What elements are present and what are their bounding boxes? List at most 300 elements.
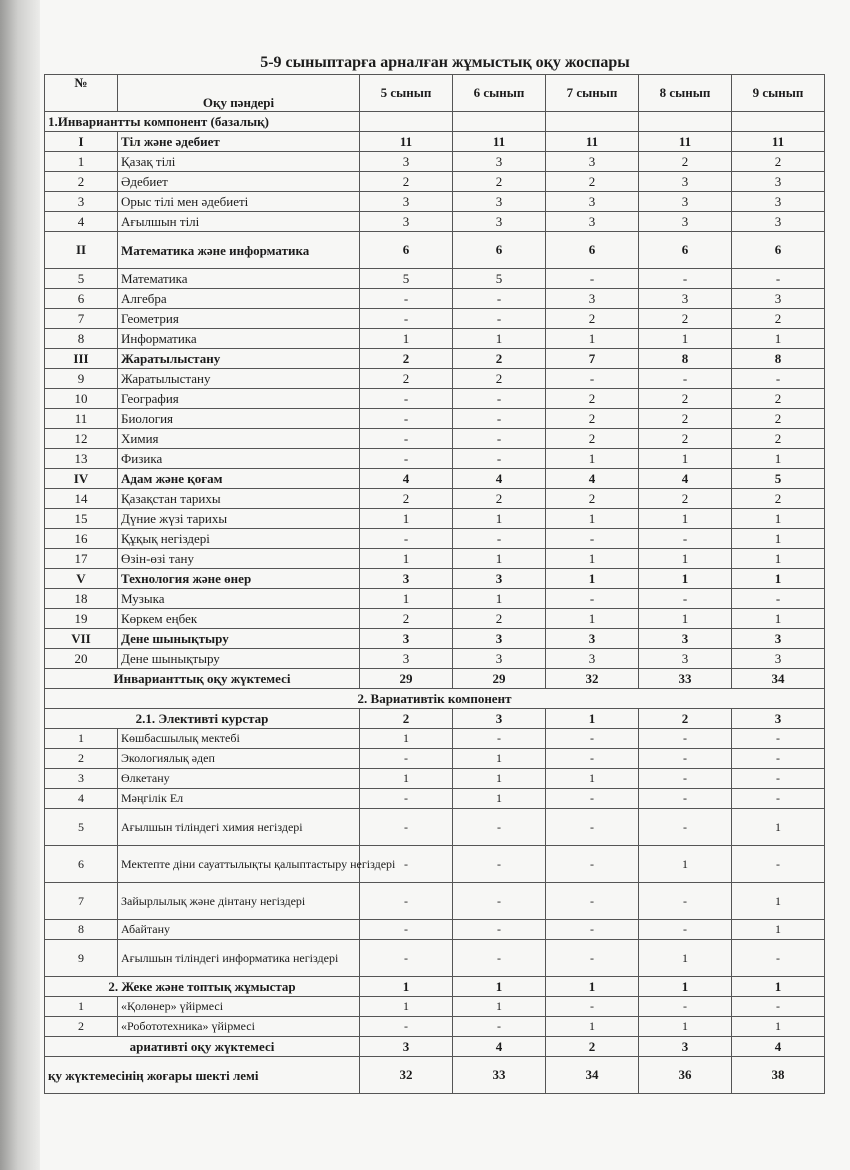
subject-row-value-grade-5: - — [360, 529, 453, 549]
subject-row-name: Алгебра — [118, 289, 360, 309]
subject-row-value-grade-7: - — [546, 529, 639, 549]
subject-row-value-grade-8: - — [639, 269, 732, 289]
subject-group-row-value-grade-8: 4 — [639, 469, 732, 489]
subject-row-number: 12 — [45, 429, 118, 449]
header-grade-9: 9 сынып — [732, 75, 825, 112]
electives-row-value-grade-7: 1 — [546, 709, 639, 729]
elective-row — [45, 749, 825, 769]
subject-row — [45, 212, 825, 232]
subject-row-value-grade-6: - — [453, 289, 546, 309]
variative-total-row-value-grade-5: 3 — [360, 1037, 453, 1057]
group-row-value-grade-8: 1 — [639, 1017, 732, 1037]
elective-row-name: Көшбасшылық мектебі — [118, 729, 360, 749]
subject-row-value-grade-7: 3 — [546, 152, 639, 172]
variative-total-row — [45, 1037, 825, 1057]
subject-row-value-grade-9: 2 — [732, 489, 825, 509]
subject-row — [45, 649, 825, 669]
subject-row-value-grade-5: 1 — [360, 329, 453, 349]
subject-row-number: 1 — [45, 152, 118, 172]
subject-group-row-number: III — [45, 349, 118, 369]
subject-row-number: 13 — [45, 449, 118, 469]
subject-row-value-grade-8: - — [639, 529, 732, 549]
elective-row-name: Ағылшын тіліндегі химия негіздері — [118, 809, 360, 846]
subject-row-value-grade-6: - — [453, 529, 546, 549]
subject-group-row — [45, 349, 825, 369]
subject-group-row-value-grade-5: 2 — [360, 349, 453, 369]
empty-cell — [453, 112, 546, 132]
subject-row-value-grade-9: 1 — [732, 609, 825, 629]
subject-row-value-grade-6: 1 — [453, 329, 546, 349]
invariant-total-row-value-grade-7: 32 — [546, 669, 639, 689]
subject-row-value-grade-5: 2 — [360, 172, 453, 192]
elective-row-value-grade-6: - — [453, 883, 546, 920]
subject-row — [45, 172, 825, 192]
subject-row-value-grade-5: 2 — [360, 489, 453, 509]
subject-row-value-grade-8: - — [639, 369, 732, 389]
elective-row-number: 9 — [45, 940, 118, 977]
max-total-row-value-grade-5: 32 — [360, 1057, 453, 1094]
group-work-row — [45, 977, 825, 997]
elective-row-value-grade-8: - — [639, 769, 732, 789]
subject-group-row-value-grade-5: 3 — [360, 629, 453, 649]
subject-row — [45, 192, 825, 212]
elective-row — [45, 789, 825, 809]
subject-row-value-grade-9: 1 — [732, 449, 825, 469]
subject-row-name: Музыка — [118, 589, 360, 609]
subject-row — [45, 389, 825, 409]
elective-row-value-grade-6: - — [453, 920, 546, 940]
group-work-row-value-grade-5: 1 — [360, 977, 453, 997]
group-row-value-grade-5: 1 — [360, 997, 453, 1017]
elective-row-name: Зайырлылық және дінтану негіздері — [118, 883, 360, 920]
subject-row-value-grade-9: 2 — [732, 152, 825, 172]
subject-row-number: 11 — [45, 409, 118, 429]
empty-cell — [546, 112, 639, 132]
group-row-value-grade-5: - — [360, 1017, 453, 1037]
subject-row-number: 19 — [45, 609, 118, 629]
elective-row-number: 4 — [45, 789, 118, 809]
subject-group-row — [45, 469, 825, 489]
subject-row-value-grade-7: 2 — [546, 409, 639, 429]
subject-group-row-name: Тіл және әдебиет — [118, 132, 360, 152]
subject-row-value-grade-8: 1 — [639, 329, 732, 349]
subject-row-value-grade-7: - — [546, 369, 639, 389]
subject-row-value-grade-7: 3 — [546, 649, 639, 669]
subject-row-value-grade-6: 3 — [453, 192, 546, 212]
subject-row-name: Информатика — [118, 329, 360, 349]
curriculum-table — [44, 74, 825, 1094]
subject-group-row-value-grade-7: 7 — [546, 349, 639, 369]
electives-row-value-grade-8: 2 — [639, 709, 732, 729]
subject-row-value-grade-8: 2 — [639, 389, 732, 409]
subject-row-value-grade-7: 2 — [546, 389, 639, 409]
elective-row-value-grade-5: - — [360, 846, 453, 883]
group-work-row-value-grade-9: 1 — [732, 977, 825, 997]
subject-group-row-value-grade-9: 1 — [732, 569, 825, 589]
electives-row-value-grade-6: 3 — [453, 709, 546, 729]
subject-row-number: 18 — [45, 589, 118, 609]
elective-row-value-grade-6: - — [453, 809, 546, 846]
elective-row-value-grade-8: - — [639, 809, 732, 846]
subject-row-value-grade-9: 1 — [732, 509, 825, 529]
subject-row — [45, 152, 825, 172]
subject-row-value-grade-8: 1 — [639, 549, 732, 569]
subject-row-value-grade-7: 2 — [546, 429, 639, 449]
subject-group-row-value-grade-6: 3 — [453, 629, 546, 649]
subject-row-name: Көркем еңбек — [118, 609, 360, 629]
elective-row-value-grade-7: - — [546, 883, 639, 920]
elective-row-number: 1 — [45, 729, 118, 749]
subject-row-value-grade-6: 3 — [453, 649, 546, 669]
subject-group-row-number: V — [45, 569, 118, 589]
group-row — [45, 1017, 825, 1037]
subject-row-number: 17 — [45, 549, 118, 569]
group-work-row-value-grade-8: 1 — [639, 977, 732, 997]
subject-row-number: 3 — [45, 192, 118, 212]
subject-group-row — [45, 132, 825, 152]
elective-row-value-grade-6: - — [453, 846, 546, 883]
group-row — [45, 997, 825, 1017]
group-row-value-grade-9: 1 — [732, 1017, 825, 1037]
elective-row-value-grade-9: 1 — [732, 809, 825, 846]
subject-group-row-value-grade-6: 11 — [453, 132, 546, 152]
elective-row-value-grade-8: - — [639, 883, 732, 920]
section-variative: 2. Вариативтік компонент — [45, 689, 825, 709]
subject-group-row-value-grade-5: 11 — [360, 132, 453, 152]
header-grade-6: 6 сынып — [453, 75, 546, 112]
subject-group-row-number: II — [45, 232, 118, 269]
subject-row-value-grade-9: 1 — [732, 329, 825, 349]
variative-total-row-value-grade-7: 2 — [546, 1037, 639, 1057]
subject-row-value-grade-9: 2 — [732, 409, 825, 429]
elective-row-value-grade-5: - — [360, 940, 453, 977]
subject-group-row-name: Математика және информатика — [118, 232, 360, 269]
subject-row-value-grade-5: 3 — [360, 649, 453, 669]
subject-row-value-grade-9: 2 — [732, 309, 825, 329]
max-total-row-label: қу жүктемесінің жоғары шекті лемі — [45, 1057, 360, 1094]
group-row-value-grade-7: - — [546, 997, 639, 1017]
empty-cell — [732, 112, 825, 132]
elective-row-value-grade-6: 1 — [453, 789, 546, 809]
subject-row — [45, 429, 825, 449]
elective-row-value-grade-9: - — [732, 789, 825, 809]
subject-row-value-grade-6: - — [453, 409, 546, 429]
subject-row-name: Физика — [118, 449, 360, 469]
subject-row-name: Химия — [118, 429, 360, 449]
subject-row-value-grade-6: 1 — [453, 589, 546, 609]
subject-group-row-value-grade-6: 6 — [453, 232, 546, 269]
subject-row-value-grade-6: - — [453, 429, 546, 449]
elective-row-value-grade-9: - — [732, 749, 825, 769]
subject-group-row-value-grade-9: 5 — [732, 469, 825, 489]
group-row-value-grade-9: - — [732, 997, 825, 1017]
subject-row-number: 15 — [45, 509, 118, 529]
subject-row-value-grade-8: 3 — [639, 289, 732, 309]
empty-cell — [360, 112, 453, 132]
subject-row-value-grade-5: 3 — [360, 152, 453, 172]
subject-row-name: Жаратылыстану — [118, 369, 360, 389]
elective-row-value-grade-5: - — [360, 920, 453, 940]
subject-row-value-grade-5: 2 — [360, 369, 453, 389]
subject-row-value-grade-9: - — [732, 269, 825, 289]
subject-row-value-grade-9: 3 — [732, 192, 825, 212]
subject-row-value-grade-5: - — [360, 429, 453, 449]
subject-row-value-grade-6: - — [453, 449, 546, 469]
elective-row-value-grade-6: - — [453, 729, 546, 749]
subject-row-value-grade-6: 3 — [453, 212, 546, 232]
subject-row-value-grade-5: 1 — [360, 509, 453, 529]
subject-row-value-grade-6: - — [453, 389, 546, 409]
subject-row-number: 10 — [45, 389, 118, 409]
subject-row — [45, 529, 825, 549]
subject-row-value-grade-5: - — [360, 309, 453, 329]
elective-row — [45, 769, 825, 789]
subject-group-row-value-grade-9: 3 — [732, 629, 825, 649]
elective-row-value-grade-6: 1 — [453, 769, 546, 789]
subject-row-value-grade-8: 3 — [639, 649, 732, 669]
subject-row — [45, 309, 825, 329]
elective-row-value-grade-8: 1 — [639, 846, 732, 883]
group-row-name: «Робототехника» үйірмесі — [118, 1017, 360, 1037]
subject-row-name: Әдебиет — [118, 172, 360, 192]
elective-row-value-grade-6: 1 — [453, 749, 546, 769]
subject-row-number: 6 — [45, 289, 118, 309]
subject-group-row-value-grade-7: 1 — [546, 569, 639, 589]
subject-group-row-value-grade-9: 11 — [732, 132, 825, 152]
subject-group-row-name: Технология және өнер — [118, 569, 360, 589]
subject-row-number: 4 — [45, 212, 118, 232]
header-subjects: Оқу пәндері — [118, 75, 360, 112]
group-row-number: 1 — [45, 997, 118, 1017]
subject-row-value-grade-5: 2 — [360, 609, 453, 629]
invariant-total-row-value-grade-6: 29 — [453, 669, 546, 689]
elective-row-value-grade-7: - — [546, 846, 639, 883]
subject-row-number: 8 — [45, 329, 118, 349]
subject-row-value-grade-9: 1 — [732, 549, 825, 569]
elective-row-value-grade-5: - — [360, 789, 453, 809]
subject-row-value-grade-8: 3 — [639, 212, 732, 232]
elective-row-value-grade-9: - — [732, 940, 825, 977]
subject-row-value-grade-5: 3 — [360, 192, 453, 212]
empty-cell — [639, 112, 732, 132]
elective-row-value-grade-5: 1 — [360, 769, 453, 789]
subject-row-value-grade-6: - — [453, 309, 546, 329]
elective-row-number: 6 — [45, 846, 118, 883]
page-title: 5-9 сыныптарға арналған жұмыстық оқу жоспары — [260, 54, 630, 71]
max-total-row — [45, 1057, 825, 1094]
header-grade-5: 5 сынып — [360, 75, 453, 112]
elective-row-name: Мәңгілік Ел — [118, 789, 360, 809]
subject-row — [45, 289, 825, 309]
elective-row-value-grade-8: - — [639, 789, 732, 809]
subject-group-row-value-grade-8: 3 — [639, 629, 732, 649]
subject-row-value-grade-7: 1 — [546, 509, 639, 529]
subject-group-row-number: I — [45, 132, 118, 152]
subject-row-number: 9 — [45, 369, 118, 389]
elective-row-value-grade-5: 1 — [360, 729, 453, 749]
max-total-row-value-grade-6: 33 — [453, 1057, 546, 1094]
subject-row-name: Қазақ тілі — [118, 152, 360, 172]
subject-row — [45, 609, 825, 629]
subject-row-value-grade-7: 2 — [546, 309, 639, 329]
subject-group-row — [45, 629, 825, 649]
elective-row-value-grade-7: - — [546, 809, 639, 846]
max-total-row-value-grade-7: 34 — [546, 1057, 639, 1094]
subject-row-value-grade-6: 5 — [453, 269, 546, 289]
invariant-total-row-value-grade-5: 29 — [360, 669, 453, 689]
subject-group-row-value-grade-8: 1 — [639, 569, 732, 589]
subject-row — [45, 409, 825, 429]
subject-row-name: Биология — [118, 409, 360, 429]
subject-group-row-number: IV — [45, 469, 118, 489]
elective-row-name: Экологиялық әдеп — [118, 749, 360, 769]
group-row-name: «Қолөнер» үйірмесі — [118, 997, 360, 1017]
group-work-row-value-grade-7: 1 — [546, 977, 639, 997]
subject-row-value-grade-5: - — [360, 289, 453, 309]
subject-row-value-grade-5: 1 — [360, 589, 453, 609]
group-row-value-grade-6: - — [453, 1017, 546, 1037]
group-work-row-label: 2. Жеке және топтық жұмыстар — [45, 977, 360, 997]
subject-row — [45, 489, 825, 509]
section-row — [45, 112, 825, 132]
max-total-row-value-grade-9: 38 — [732, 1057, 825, 1094]
subject-row-value-grade-8: 1 — [639, 609, 732, 629]
group-row-number: 2 — [45, 1017, 118, 1037]
invariant-total-row-value-grade-9: 34 — [732, 669, 825, 689]
subject-group-row-name: Адам және қоғам — [118, 469, 360, 489]
section-invariant: 1.Инвариантты компонент (базалық) — [45, 112, 360, 132]
subject-row-number: 5 — [45, 269, 118, 289]
group-row-value-grade-8: - — [639, 997, 732, 1017]
header-grade-8: 8 сынып — [639, 75, 732, 112]
elective-row — [45, 846, 825, 883]
elective-row-value-grade-9: 1 — [732, 883, 825, 920]
header-number: № — [45, 75, 118, 112]
subject-group-row-value-grade-5: 3 — [360, 569, 453, 589]
subject-group-row-value-grade-8: 6 — [639, 232, 732, 269]
elective-row-number: 2 — [45, 749, 118, 769]
subject-row-name: География — [118, 389, 360, 409]
elective-row-value-grade-9: 1 — [732, 920, 825, 940]
subject-row-value-grade-7: - — [546, 589, 639, 609]
elective-row-value-grade-9: - — [732, 846, 825, 883]
subject-row-value-grade-5: - — [360, 409, 453, 429]
max-total-row-value-grade-8: 36 — [639, 1057, 732, 1094]
variative-total-row-value-grade-8: 3 — [639, 1037, 732, 1057]
subject-row-value-grade-7: 3 — [546, 192, 639, 212]
subject-row-value-grade-7: 1 — [546, 329, 639, 349]
invariant-total-row-value-grade-8: 33 — [639, 669, 732, 689]
header-row — [45, 75, 825, 112]
subject-row-name: Орыс тілі мен әдебиеті — [118, 192, 360, 212]
subject-row-value-grade-7: 2 — [546, 172, 639, 192]
variative-total-row-value-grade-9: 4 — [732, 1037, 825, 1057]
subject-group-row — [45, 232, 825, 269]
subject-row-number: 16 — [45, 529, 118, 549]
subject-row-value-grade-8: 2 — [639, 409, 732, 429]
subject-group-row-value-grade-8: 8 — [639, 349, 732, 369]
subject-row-value-grade-9: 3 — [732, 649, 825, 669]
subject-row-value-grade-8: 2 — [639, 152, 732, 172]
elective-row — [45, 920, 825, 940]
subject-row-value-grade-9: 3 — [732, 212, 825, 232]
electives-row — [45, 709, 825, 729]
elective-row-value-grade-7: 1 — [546, 769, 639, 789]
subject-row-value-grade-7: - — [546, 269, 639, 289]
subject-row-value-grade-8: 2 — [639, 429, 732, 449]
elective-row-value-grade-7: - — [546, 940, 639, 977]
subject-row-value-grade-7: 1 — [546, 449, 639, 469]
elective-row-value-grade-5: - — [360, 749, 453, 769]
subject-group-row — [45, 569, 825, 589]
subject-row-value-grade-6: 2 — [453, 172, 546, 192]
elective-row-number: 3 — [45, 769, 118, 789]
subject-group-row-value-grade-5: 6 — [360, 232, 453, 269]
elective-row-value-grade-6: - — [453, 940, 546, 977]
elective-row — [45, 809, 825, 846]
subject-row-value-grade-9: - — [732, 589, 825, 609]
subject-group-row-value-grade-7: 6 — [546, 232, 639, 269]
elective-row-value-grade-5: - — [360, 809, 453, 846]
subject-row-name: Құқық негіздері — [118, 529, 360, 549]
subject-row-value-grade-8: - — [639, 589, 732, 609]
subject-row-value-grade-5: - — [360, 389, 453, 409]
subject-row-value-grade-7: 1 — [546, 609, 639, 629]
subject-row-value-grade-7: 2 — [546, 489, 639, 509]
subject-row-value-grade-9: 3 — [732, 289, 825, 309]
subject-row-value-grade-7: 1 — [546, 549, 639, 569]
subject-row-value-grade-6: 2 — [453, 369, 546, 389]
subject-row-value-grade-5: 5 — [360, 269, 453, 289]
subject-row-name: Ағылшын тілі — [118, 212, 360, 232]
subject-row-value-grade-5: - — [360, 449, 453, 469]
invariant-total-row — [45, 669, 825, 689]
subject-row — [45, 589, 825, 609]
subject-row — [45, 269, 825, 289]
subject-group-row-value-grade-5: 4 — [360, 469, 453, 489]
subject-group-row-value-grade-9: 6 — [732, 232, 825, 269]
subject-row-value-grade-7: 3 — [546, 212, 639, 232]
subject-row-value-grade-7: 3 — [546, 289, 639, 309]
electives-row-value-grade-5: 2 — [360, 709, 453, 729]
elective-row-value-grade-8: - — [639, 749, 732, 769]
group-row-value-grade-7: 1 — [546, 1017, 639, 1037]
subject-row-value-grade-8: 2 — [639, 489, 732, 509]
variative-total-row-value-grade-6: 4 — [453, 1037, 546, 1057]
header-grade-7: 7 сынып — [546, 75, 639, 112]
subject-row-value-grade-5: 3 — [360, 212, 453, 232]
elective-row-value-grade-7: - — [546, 789, 639, 809]
subject-row-value-grade-9: 2 — [732, 429, 825, 449]
subject-row-value-grade-6: 1 — [453, 509, 546, 529]
elective-row-number: 8 — [45, 920, 118, 940]
subject-group-row-value-grade-8: 11 — [639, 132, 732, 152]
electives-row-label: 2.1. Элективті курстар — [45, 709, 360, 729]
subject-row — [45, 369, 825, 389]
subject-row-name: Математика — [118, 269, 360, 289]
elective-row-number: 5 — [45, 809, 118, 846]
subject-row — [45, 449, 825, 469]
subject-group-row-value-grade-6: 3 — [453, 569, 546, 589]
subject-row-name: Дүние жүзі тарихы — [118, 509, 360, 529]
elective-row-value-grade-8: - — [639, 729, 732, 749]
elective-row-value-grade-9: - — [732, 769, 825, 789]
subject-row-name: Геометрия — [118, 309, 360, 329]
subject-group-row-number: VII — [45, 629, 118, 649]
subject-row-value-grade-8: 1 — [639, 509, 732, 529]
subject-group-row-value-grade-7: 4 — [546, 469, 639, 489]
subject-row — [45, 549, 825, 569]
